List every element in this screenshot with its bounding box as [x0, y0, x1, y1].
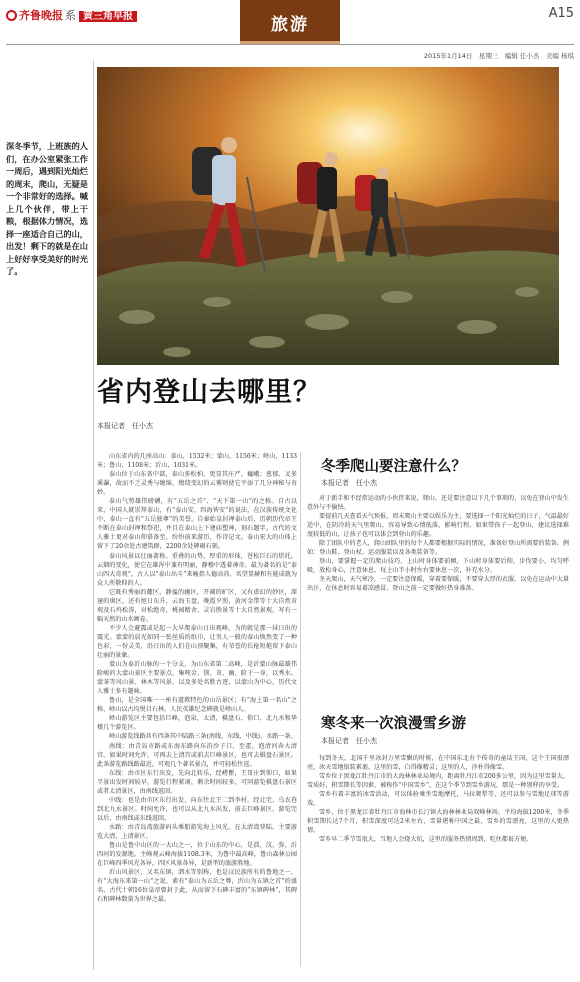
article-paragraph: 中线：也是由市区东行出发，向东往北王二到李村，经北宅、乌衣巷到北九水景区。时间允许，也可以从北九水出发，前去巨峰景区，游览完以后，由南线或东线返回。 — [97, 796, 297, 822]
column-divider — [300, 452, 301, 967]
article-paragraph: 雪乡有着丰富的冰雪活动，可以体验乘坐雪地摩托，马拉爬犁等，还可以参与雪地足球等游戏。 — [307, 791, 569, 808]
article-paragraph: 泰山气势雄伟磅礴，有“五岳之首”、“天下第一山”的之称。自古以来，中国人就崇拜泰山，有“泰山安，四海皆安”的说法，在汉族传统文化中，泰山一直有“五岳独尊”的美誉。自秦始皇封禅泰山后，历朝历代帝王不断在泰山封禅和祭祀，并且在泰山上下建庙塑神，刻石题字。古代的文人雅士更对泰山仰慕备至，纷纷前来游历，作诗记文。泰山宏大的山体上留下了20余处古建筑群，2200余处碑碣石刻。 — [97, 498, 297, 551]
article-paragraph: 鲁山，是全国唯一一座有道教特色的山岳景区；有“海上第一名山”之称，峄山以古均悦目石林，人民英雄纪念碑就是峄山人。 — [97, 697, 297, 714]
brand-name: 齐鲁晚报 — [19, 9, 63, 22]
article-paragraph: 要提前几天查看天气预报，周末爬山主要以娱乐为主，要选择一个阳光灿烂的日子，气温最好适中，在阴冷的天气里爬山，容易导致心情低落，影响行程。如果带孩子一起登山，建议选择难度较低的山，让孩子也可以体会到登山的乐趣。 — [307, 513, 569, 539]
byline: 本报记者 任小杰 — [321, 479, 377, 487]
article-paragraph: 蒙山为泰沂山脉的一个分支，为山东省第二高峰，是沂蒙山脉最雄伟险峻的大蒙山景区主要景点，集吨金、锁、奇、幽、险于一身，以秀水、蒙茶等风山景、林木等风景，以及多处名胜古迹、以蒙山为中心，历代文人雅士多有题咏。 — [97, 661, 297, 696]
article-paragraph: 水路：由青岛湾旅游码头乘船游览海上风光，在太清湾登陆，主要游览大清、上清景区。 — [97, 823, 297, 840]
article-paragraph: 雪乡位于黑龙江牡丹江市的大海林林业局境内，距离牡丹江市200多公里，因为这里雪量大，雪质好，积雪期长等因素，被称作“中国雪乡”，在这个季节到雪乡游玩，那是一种别样的享受。 — [307, 773, 569, 790]
article-paragraph: 雪乡，位于黑龙江省牡丹江市海林市长汀镇大海林林业局双峰林场，平均海拔1200米，冬季积雪期长达7个月，积雪深度可达2米左右，雪量堪称中国之最，雪乡的雪漂亮，这里的人更热情。 — [307, 809, 569, 835]
main-headline: 省内登山去哪里？ — [97, 377, 321, 408]
article-snow-village — [307, 754, 569, 844]
hikers-photo-illustration — [97, 67, 559, 365]
column-divider — [93, 60, 94, 970]
header-rule — [6, 44, 574, 45]
article-paragraph: 对于新手和不经常运动的小伙伴来说，爬山，还是要注意以下几个事项的，以免在登山中发生意外与不愉快。 — [307, 495, 569, 512]
article-paragraph: 每到冬天，北国千里冰封万里雪飘的时候，在中国东北有个传奇的童话王国，这个王国很漂亮，冰天雪地银装素裹。这里的雪，白得像精灵；这里的人，淳朴得像雪。 — [307, 755, 569, 772]
article-paragraph: 沂山风景区，又名东镇，泗水等别称，也是汉民族所有的鲁地之一，有“大海东来第一山”之说，素有“泰山为五岳之尊，沂山为五镇之首”的盛名，古代十朝16位皇帝曾封于此，从而留下石碑丰富的“东镇碑林”，其碑石和碑林数量为世界之最。 — [97, 869, 297, 904]
byline: 本报记者 任小杰 — [97, 422, 153, 430]
brand-tag: 黄三角早报 — [79, 11, 137, 22]
article-paragraph: 峄山游览区主要包括巨峰，泡泉，太清，棋盘石、仰口、北九水和华楼几个游览区。 — [97, 715, 297, 732]
article-paragraph: 不少人会避震或是起一大早爬泰山日出观峰，为的就是那一抹日出的震光。蒙蒙的晨光如同一张丝质的纸巾，让男人一般的泰山焕然变了一种色彩，一份灵美，沿日出的人们在山顶聚集，有荣誉的长枪短炮留下泰山壮丽的景象。 — [97, 624, 297, 660]
section-banner — [240, 0, 340, 44]
article-paragraph: 登山，要掌握一定的爬山技巧，上山时身体要前倾，下山时身体要后仰，步伐要小，均匀呼吸，放松身心，注意休息，每上山半小时左右要休息一次，补充水分。 — [307, 558, 569, 575]
article-paragraph: 除了团队中的老人，爬山团队里的每个人都要根据实际的情况，准备好登山所需要的装备。例如：登山鞋、登山杖、运动服装以及各类装备等。 — [307, 540, 569, 557]
article-paragraph: 峄山游览线路共有四条其中陆路三条(南线、东线、中线)、水路一条。 — [109, 733, 297, 741]
article-paragraph: 泰山风景以壮丽著称。重叠的山势，厚重的形体，苍松巨石的烘托，云烟的变化，使它在雄浑中兼有明丽，静穆中透着神奇。最为著名的是“泰山四大奇观”，古人以“泰山出斗”来喻指人德高尚、名望显赫和有能成就为众人所敬仰的人。 — [97, 552, 297, 587]
article-paragraph: 鲁山是鲁中山区的一大山之一，位于山东的中心，是淄、汶、弥、沂四河的发源地。主峰观云峰海拔1108.3米，为鲁中最高峰，鲁山森林公园在巨峰四季风光各异，四区风景各异，是新型的旅游胜地。 — [97, 842, 297, 868]
page-header — [0, 0, 580, 44]
article-paragraph: 冬天爬山，天气寒冷，一定要注意保暖，穿着要保暖，不要穿太厚的衣服，以免在运动中大量出汗，在休息时容易着凉感冒。登山之前一定要做好热身准备。 — [307, 576, 569, 593]
article-hiking-tips — [307, 494, 569, 594]
article-main — [97, 452, 297, 904]
intro-text: 深冬季节，上班族的人们，在办公室紧张工作一周后，遇到阳光灿烂的周末，爬山，无疑是一个非常好的选择。喊上几个伙伴，带上干粮，根据体力情况，选择一座适合自己的山，出发！剩下的就是在山上好好享受美好的时光了。 — [6, 141, 88, 276]
byline: 本报记者 任小杰 — [321, 737, 377, 745]
article-paragraph: 南线：由青岛市路或东海东路向东沿沙子口，至霍，泡清河奔大清宫。如果时间允许，可再去上清宫或前去巨峰景区，也可去棋盘石景区。此条游览路线路最近，可观几个著名景点，并可轻松往返。 — [97, 742, 297, 768]
hikers-photo — [97, 67, 559, 365]
dateline: 2015年1月14日 星期三 编辑 任小杰 美编 杨琪 — [423, 52, 574, 60]
page-number: A15 — [548, 6, 574, 21]
subhead-snow-village: 寒冬来一次浪漫雪乡游 — [321, 716, 466, 732]
logo-ring-icon — [6, 10, 17, 21]
article-paragraph: 泰山位于山东省中部，泰山多松柏，更显其庄严、巍峨；葱郁、叉多溪瀑，故而不乏灵秀与缠绵，缭绕变幻的云雾则使它平添了几分神秘与奇妙。 — [97, 471, 297, 497]
article-paragraph: 雪乡早二季节雪很大，当地人会烧大炕，这里的服务热情周到，吃住都很方便。 — [319, 836, 533, 844]
article-paragraph: 东线：由市区东行出发，先向北转乐，经崂瞿，王哥庄到仰口，如果半景出发时间较早，游览行程紧凑，剩余时间较多，可同游览棋盘石景区或者太清景区，由南线返回。 — [97, 769, 297, 795]
newspaper-logo — [6, 7, 137, 23]
subhead-winter-hiking: 冬季爬山要注意什么？ — [321, 459, 466, 475]
article-paragraph: 它既有秀丽的麓区，静谧的幽区，开阔的旷区，又有虚幻的妙区，深邃的奥区，还有旭日东升，云海玉盘，晚霞夕照，黄河金带等十大自然奇观及石坞松涛，对松绝奇，桃园精舍，灵岩胜景等十大自然景观，写有一幅天然的山水画卷。 — [97, 588, 297, 623]
section-title: 旅游 — [271, 15, 309, 35]
article-paragraph: 山东省内的几座高山：泰山，1532米；蒙山，1156米；峄山，1133米；鲁山，1108米；沂山，1031米。 — [97, 453, 297, 470]
brand-suffix: 系 — [65, 9, 76, 22]
